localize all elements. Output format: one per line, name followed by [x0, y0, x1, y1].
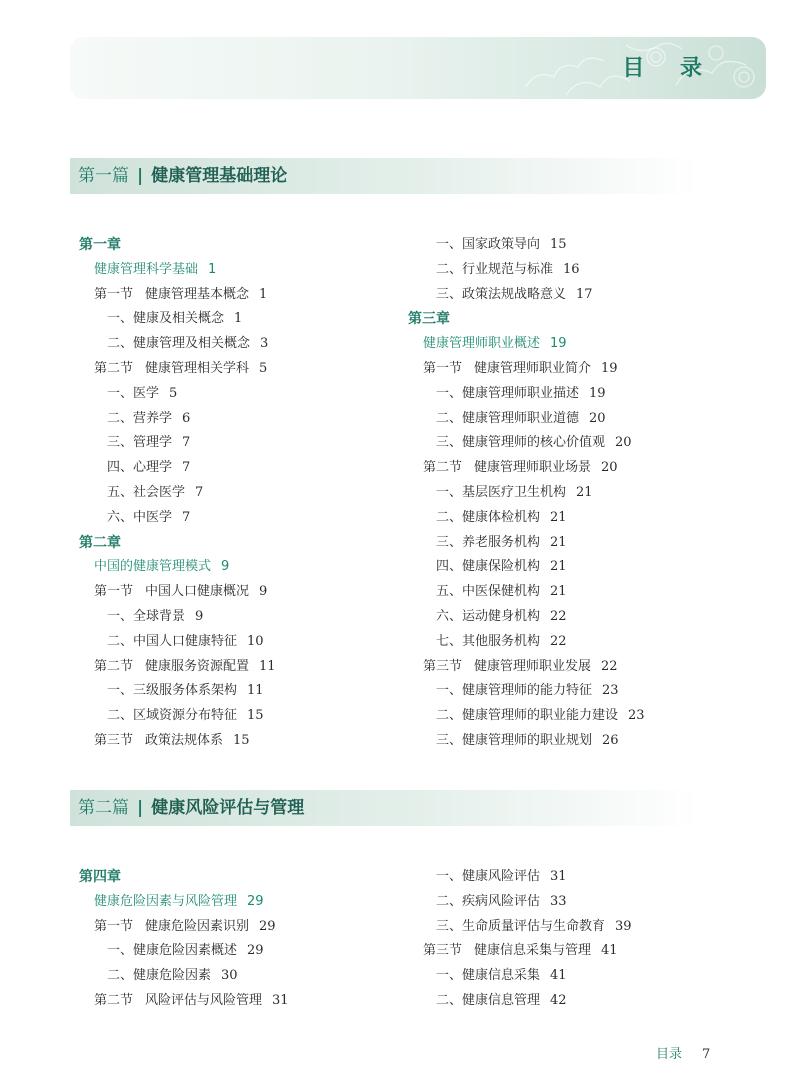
page-number: 15	[550, 237, 567, 252]
page-number: 1	[234, 311, 243, 327]
entry-title: 二、行业规范与标准	[436, 261, 554, 277]
page-number: 9	[221, 559, 230, 575]
entry-title: 第三章	[408, 311, 450, 328]
section-number: 第二节	[94, 360, 134, 376]
part-separator: |	[137, 166, 144, 186]
entry-title: 六、运动健身机构	[436, 608, 541, 624]
subsection-entry	[408, 989, 632, 1014]
page-number: 21	[576, 484, 593, 500]
subsection-entry	[79, 939, 289, 964]
subsection-entry	[79, 964, 289, 989]
subsection-entry	[408, 865, 632, 890]
page-title: 目 录	[622, 56, 716, 81]
entry-title: 一、健康管理师的能力特征	[436, 683, 593, 699]
entry-title: 一、医学	[107, 385, 160, 401]
page-number: 9	[195, 608, 204, 624]
page-number: 29	[247, 943, 264, 959]
entry-title: 健康管理基本概念	[145, 286, 250, 302]
subsection-entry	[408, 679, 645, 704]
entry-title: 二、健康危险因素	[107, 968, 212, 984]
subsection-entry	[408, 506, 645, 531]
page-number: 7	[195, 484, 204, 500]
subsection-entry	[79, 456, 276, 481]
entry-title: 四、健康保险机构	[436, 559, 541, 575]
toc-part2-right-column	[408, 865, 632, 1014]
entry-title: 五、社会医学	[107, 484, 186, 500]
section-number: 第三节	[423, 943, 463, 959]
chapter-title-entry	[408, 332, 645, 357]
subsection-entry	[408, 915, 632, 940]
entry-title: 第一章	[79, 237, 121, 253]
entry-title: 中国人口健康概况	[145, 584, 250, 600]
page-number: 26	[602, 732, 619, 748]
part-1-band	[70, 158, 700, 194]
part-2-band	[70, 790, 700, 826]
footer-page-number: 7	[702, 1047, 711, 1062]
entry-title: 健康管理科学基础	[94, 261, 199, 277]
page-number: 11	[259, 658, 276, 674]
page-number: 33	[550, 893, 567, 909]
page-number: 39	[615, 918, 632, 934]
section-number: 第一节	[94, 918, 134, 934]
entry-title: 二、健康管理及相关概念	[107, 336, 251, 352]
entry-title: 政策法规体系	[145, 732, 224, 748]
page-number: 29	[259, 918, 276, 934]
page-number: 22	[550, 633, 567, 649]
page-number: 15	[233, 732, 250, 748]
entry-title: 健康管理师职业发展	[474, 658, 592, 674]
page-number: 31	[550, 869, 567, 884]
subsection-entry	[79, 481, 276, 506]
entry-title: 健康管理师职业简介	[474, 360, 592, 376]
entry-title: 健康危险因素与风险管理	[94, 893, 238, 909]
section-number: 第二节	[94, 658, 134, 674]
subsection-entry	[408, 580, 645, 605]
section-number: 第三节	[94, 732, 134, 748]
entry-title: 六、中医学	[107, 509, 173, 525]
page-number: 6	[182, 410, 191, 426]
page-number: 30	[221, 968, 238, 984]
entry-title: 二、健康信息管理	[436, 992, 541, 1008]
entry-title: 一、三级服务体系架构	[107, 683, 238, 699]
section-entry	[408, 357, 645, 382]
subsection-entry	[79, 382, 276, 407]
section-entry	[408, 939, 632, 964]
entry-title: 第二章	[79, 534, 121, 551]
page-number: 15	[247, 708, 264, 724]
subsection-entry	[408, 555, 645, 580]
part-number: 第一篇	[78, 166, 129, 186]
page-number: 22	[550, 608, 567, 624]
section-number: 第二节	[94, 992, 134, 1008]
subsection-entry	[79, 679, 276, 704]
entry-title: 三、养老服务机构	[436, 534, 541, 550]
page-number: 1	[208, 261, 217, 277]
page-number: 23	[628, 708, 645, 724]
entry-title: 健康危险因素识别	[145, 918, 250, 934]
page-number: 16	[563, 261, 580, 277]
page-number: 21	[550, 584, 567, 600]
entry-title: 三、健康管理师的核心价值观	[436, 435, 606, 451]
chapter-title-entry	[79, 258, 276, 283]
subsection-entry	[79, 407, 276, 432]
entry-title: 一、健康及相关概念	[107, 311, 225, 327]
entry-title: 二、区域资源分布特征	[107, 708, 238, 724]
page-number: 17	[576, 286, 593, 302]
page-number: 7	[182, 509, 191, 525]
page-number: 1	[259, 286, 268, 302]
subsection-entry	[408, 283, 645, 308]
entry-title: 一、健康危险因素概述	[107, 943, 238, 959]
entry-title: 一、健康信息采集	[436, 968, 541, 984]
subsection-entry	[79, 307, 276, 332]
subsection-entry	[408, 407, 645, 432]
section-entry	[79, 283, 276, 308]
subsection-entry	[408, 481, 645, 506]
page-number: 19	[550, 336, 567, 352]
subsection-entry	[408, 890, 632, 915]
subsection-entry	[408, 258, 645, 283]
page-number: 7	[182, 435, 191, 451]
page-number: 20	[615, 435, 632, 451]
entry-title: 健康管理师职业概述	[423, 336, 541, 352]
page-number: 41	[601, 943, 618, 959]
part-separator: |	[137, 798, 144, 818]
section-number: 第一节	[94, 584, 134, 600]
entry-title: 一、基层医疗卫生机构	[436, 484, 567, 500]
page-number: 23	[602, 683, 619, 699]
entry-title: 一、健康风险评估	[436, 869, 541, 884]
entry-title: 二、健康管理师职业道德	[436, 410, 580, 426]
subsection-entry	[79, 431, 276, 456]
subsection-entry	[408, 431, 645, 456]
section-entry	[79, 580, 276, 605]
part-number: 第二篇	[78, 798, 129, 818]
subsection-entry	[408, 964, 632, 989]
page-number: 3	[260, 336, 269, 352]
page-number: 21	[550, 509, 567, 525]
entry-title: 一、全球背景	[107, 608, 186, 624]
page-number: 20	[601, 460, 618, 476]
entry-title: 一、国家政策导向	[436, 237, 541, 252]
entry-title: 健康服务资源配置	[145, 658, 250, 674]
subsection-entry	[408, 729, 645, 754]
entry-title: 三、健康管理师的职业规划	[436, 732, 593, 748]
entry-title: 二、疾病风险评估	[436, 893, 541, 909]
page-number: 5	[259, 360, 268, 376]
page-number: 5	[169, 385, 178, 401]
entry-title: 三、政策法规战略意义	[436, 286, 567, 302]
entry-title: 中国的健康管理模式	[94, 559, 212, 575]
entry-title: 健康信息采集与管理	[474, 943, 592, 959]
entry-title: 二、健康管理师的职业能力建设	[436, 708, 619, 724]
chapter-title-entry	[79, 890, 289, 915]
header-band	[70, 37, 766, 99]
toc-part1-left-column	[79, 233, 276, 754]
section-number: 第三节	[423, 658, 463, 674]
page-number: 19	[589, 385, 606, 401]
section-entry	[79, 357, 276, 382]
subsection-entry	[408, 382, 645, 407]
toc-part2-left-column	[79, 865, 289, 1014]
subsection-entry	[79, 332, 276, 357]
page-number: 21	[550, 534, 567, 550]
entry-title: 健康管理相关学科	[145, 360, 250, 376]
footer-label: 目录	[656, 1047, 683, 1062]
entry-title: 一、健康管理师职业描述	[436, 385, 580, 401]
chapter-heading	[79, 865, 289, 890]
subsection-entry	[79, 630, 276, 655]
subsection-entry	[79, 506, 276, 531]
entry-title: 健康管理师职业场景	[474, 460, 592, 476]
entry-title: 四、心理学	[107, 460, 173, 476]
page-number: 9	[259, 584, 268, 600]
page-number: 20	[589, 410, 606, 426]
chapter-heading	[79, 531, 276, 556]
page-number: 7	[182, 460, 191, 476]
entry-title: 风险评估与风险管理	[145, 992, 263, 1008]
page-number: 41	[550, 968, 567, 984]
section-number: 第一节	[94, 286, 134, 302]
section-number: 第二节	[423, 460, 463, 476]
page-number: 19	[601, 360, 618, 376]
page-number: 21	[550, 559, 567, 575]
entry-title: 三、生命质量评估与生命教育	[436, 918, 606, 934]
subsection-entry	[408, 531, 645, 556]
part-title: 健康风险评估与管理	[151, 798, 305, 818]
chapter-heading	[79, 233, 276, 258]
page-number: 31	[272, 992, 289, 1008]
subsection-entry	[79, 704, 276, 729]
page-number: 10	[247, 633, 264, 649]
entry-title: 二、中国人口健康特征	[107, 633, 238, 649]
page-number: 22	[601, 658, 618, 674]
subsection-entry	[408, 630, 645, 655]
section-entry	[79, 729, 276, 754]
page-number: 42	[550, 992, 567, 1008]
toc-part1-right-column	[408, 233, 645, 754]
entry-title: 七、其他服务机构	[436, 633, 541, 649]
subsection-entry	[408, 605, 645, 630]
section-entry	[79, 655, 276, 680]
subsection-entry	[408, 704, 645, 729]
section-entry	[408, 655, 645, 680]
page-number: 11	[247, 683, 264, 699]
entry-title: 五、中医保健机构	[436, 584, 541, 600]
chapter-heading	[408, 307, 645, 332]
section-entry	[79, 915, 289, 940]
subsection-entry	[408, 233, 645, 258]
section-number: 第一节	[423, 360, 463, 376]
subsection-entry	[79, 605, 276, 630]
entry-title: 二、营养学	[107, 410, 173, 426]
part-title: 健康管理基础理论	[151, 166, 288, 186]
section-entry	[408, 456, 645, 481]
entry-title: 第四章	[79, 869, 121, 885]
entry-title: 二、健康体检机构	[436, 509, 541, 525]
chapter-title-entry	[79, 555, 276, 580]
page-number: 29	[247, 893, 264, 909]
section-entry	[79, 989, 289, 1014]
entry-title: 三、管理学	[107, 435, 173, 451]
page-footer	[656, 1043, 710, 1062]
